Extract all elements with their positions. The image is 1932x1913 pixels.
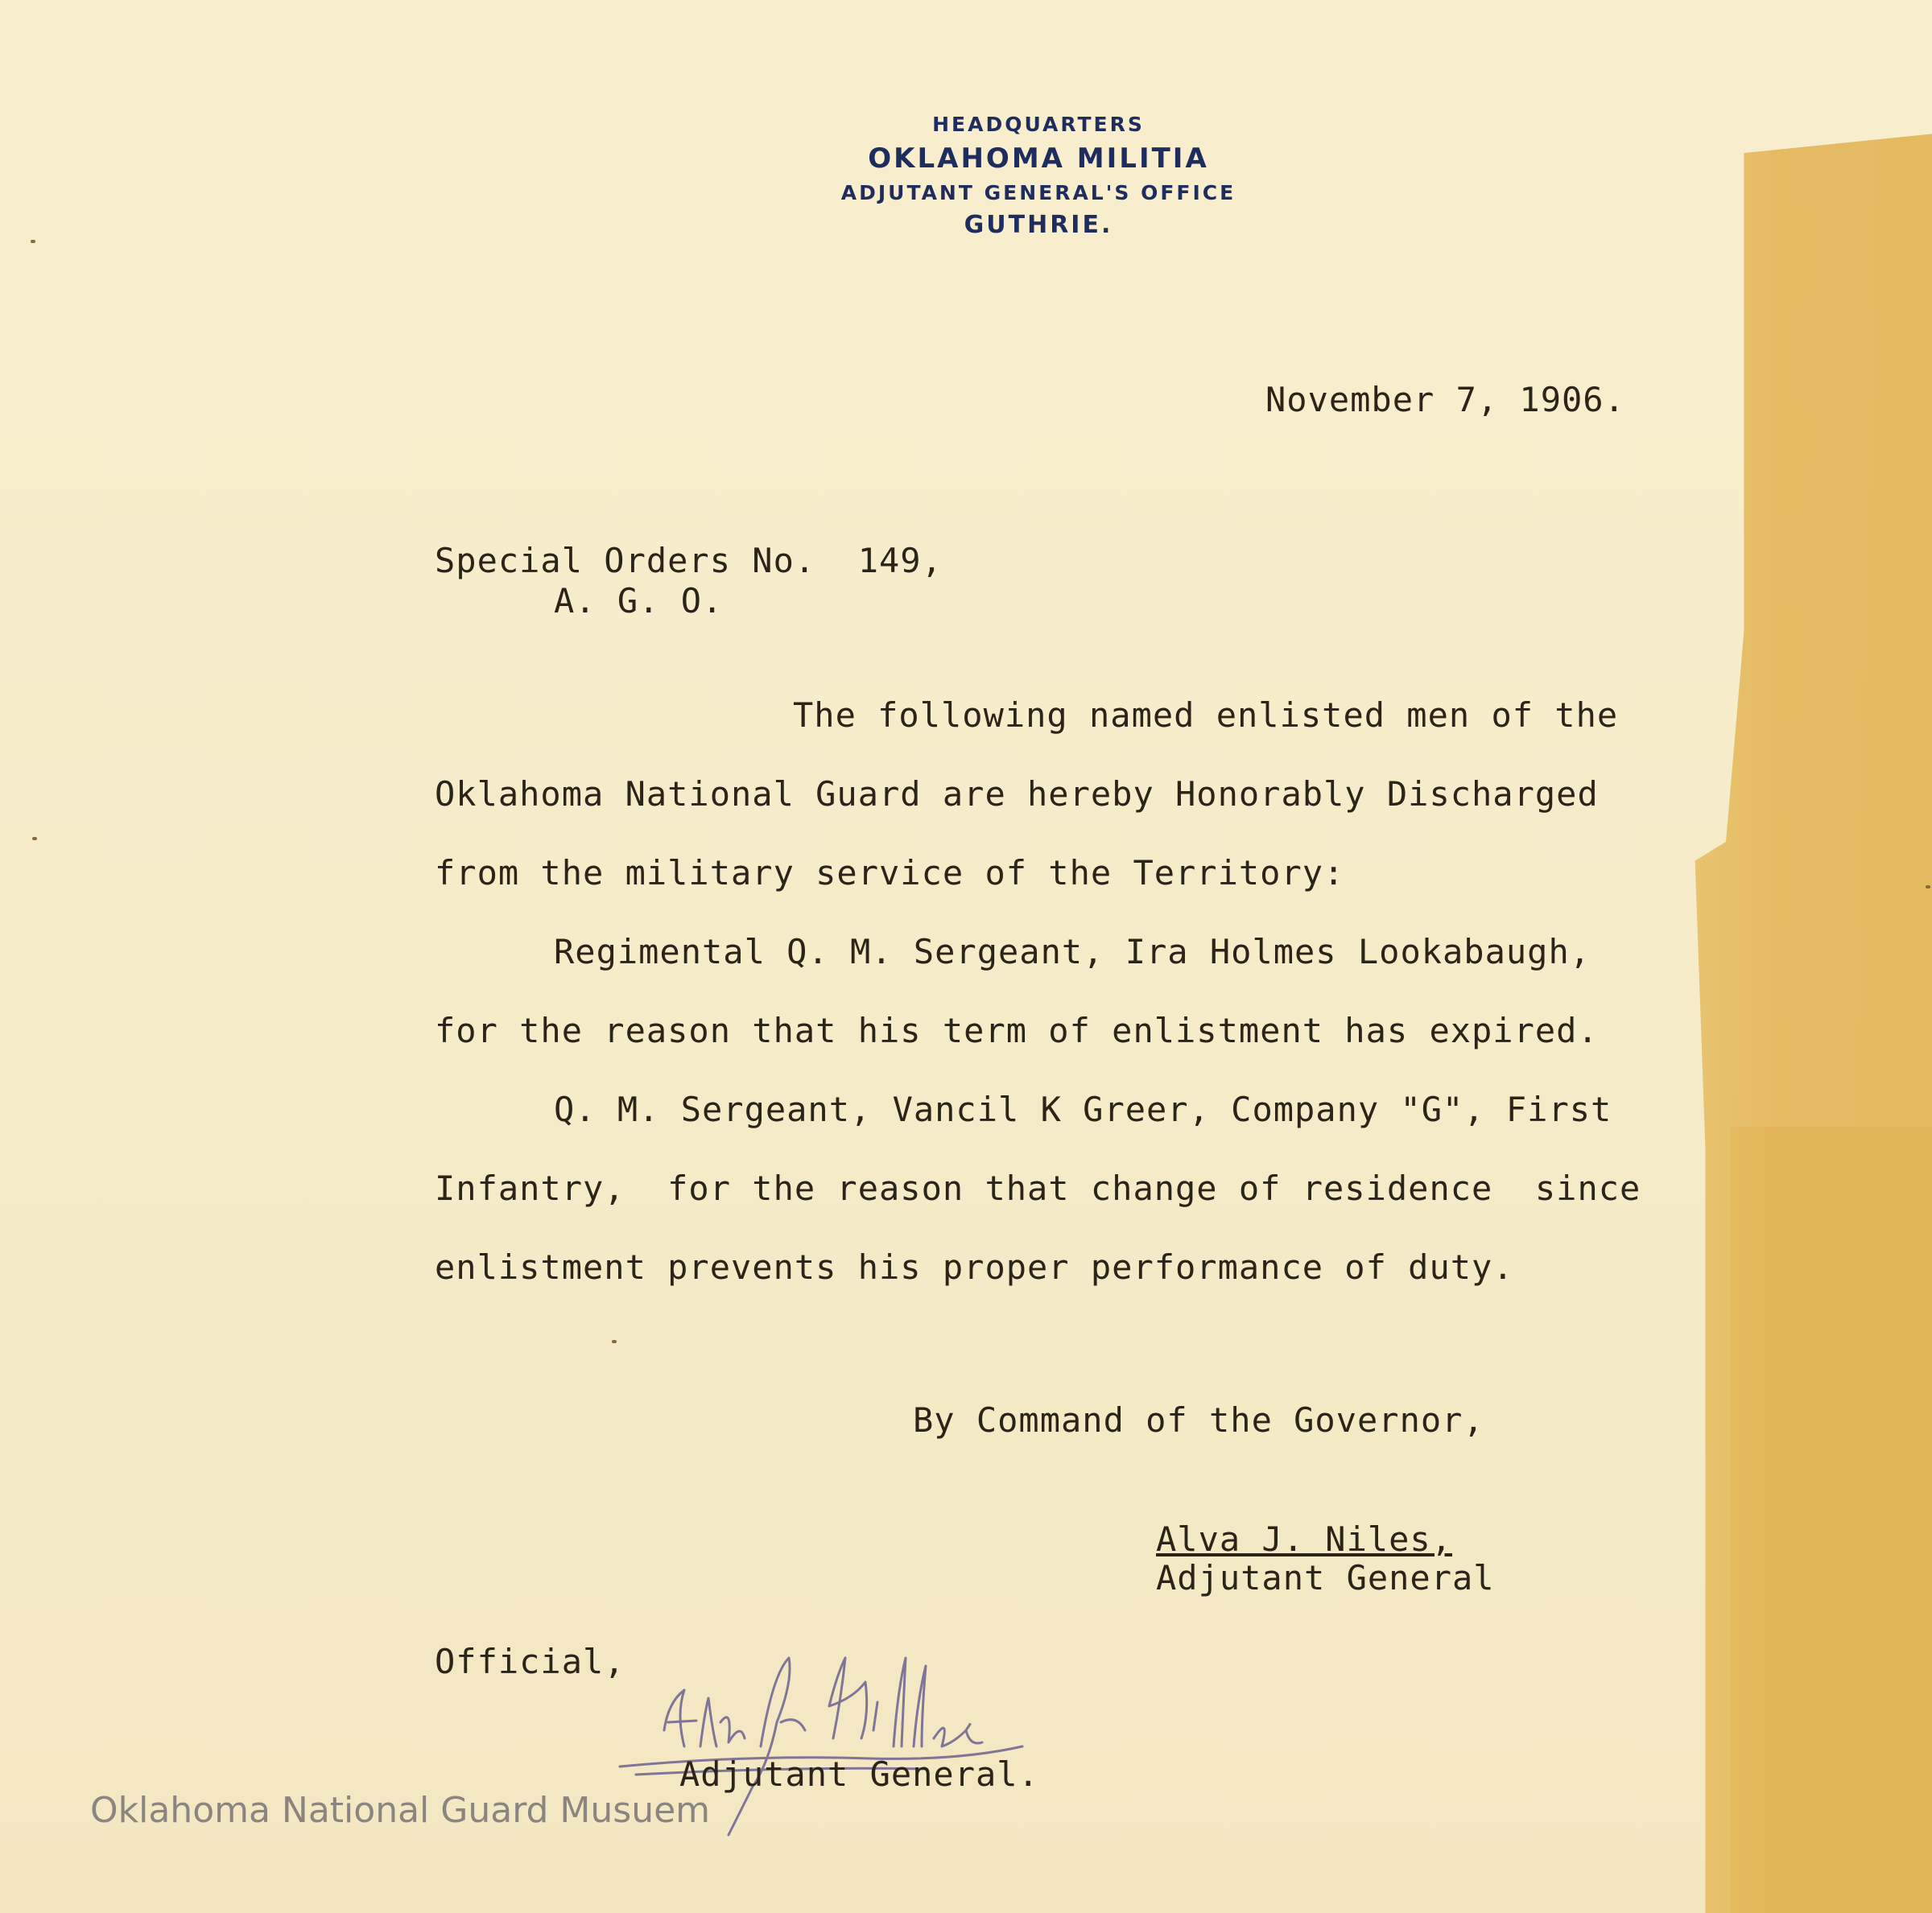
letter-date: November 7, 1906. bbox=[1265, 380, 1625, 419]
body-line: Regimental Q. M. Sergeant, Ira Holmes Lookabaugh, bbox=[554, 932, 1591, 971]
body-line: The following named enlisted men of the bbox=[793, 695, 1619, 735]
letterhead-city: GUTHRIE. bbox=[964, 211, 1113, 239]
closing-command: By Command of the Governor, bbox=[913, 1400, 1484, 1440]
office-abbreviation: A. G. O. bbox=[554, 581, 724, 620]
paper-speck bbox=[31, 240, 35, 243]
letterhead bbox=[749, 113, 1328, 239]
body-line: Infantry, for the reason that change of residence since bbox=[435, 1169, 1641, 1208]
paper-speck bbox=[1926, 885, 1930, 888]
official-title: Adjutant General. bbox=[679, 1754, 1039, 1794]
official-label: Official, bbox=[435, 1642, 625, 1681]
body-line: from the military service of the Territory: bbox=[435, 853, 1345, 893]
body-line: Q. M. Sergeant, Vancil K Greer, Company "G", First bbox=[554, 1090, 1612, 1129]
signer-title: Adjutant General bbox=[1156, 1558, 1495, 1598]
letterhead-militia: OKLAHOMA MILITIA bbox=[868, 142, 1209, 175]
tape-stain-shadow bbox=[1731, 1127, 1932, 1913]
letterhead-office: ADJUTANT GENERAL'S OFFICE bbox=[840, 181, 1236, 204]
body-line: Oklahoma National Guard are hereby Honorably Discharged bbox=[435, 774, 1599, 814]
letterhead-headquarters: HEADQUARTERS bbox=[932, 113, 1145, 136]
signer-name: Alva J. Niles, bbox=[1156, 1519, 1453, 1559]
paper-speck bbox=[32, 837, 37, 840]
body-line: enlistment prevents his proper performance of duty. bbox=[435, 1247, 1514, 1287]
paper-speck bbox=[612, 1340, 617, 1343]
body-line: for the reason that his term of enlistment has expired. bbox=[435, 1011, 1599, 1050]
special-orders-number: Special Orders No. 149, bbox=[435, 541, 943, 580]
museum-watermark: Oklahoma National Guard Musuem bbox=[90, 1790, 711, 1831]
